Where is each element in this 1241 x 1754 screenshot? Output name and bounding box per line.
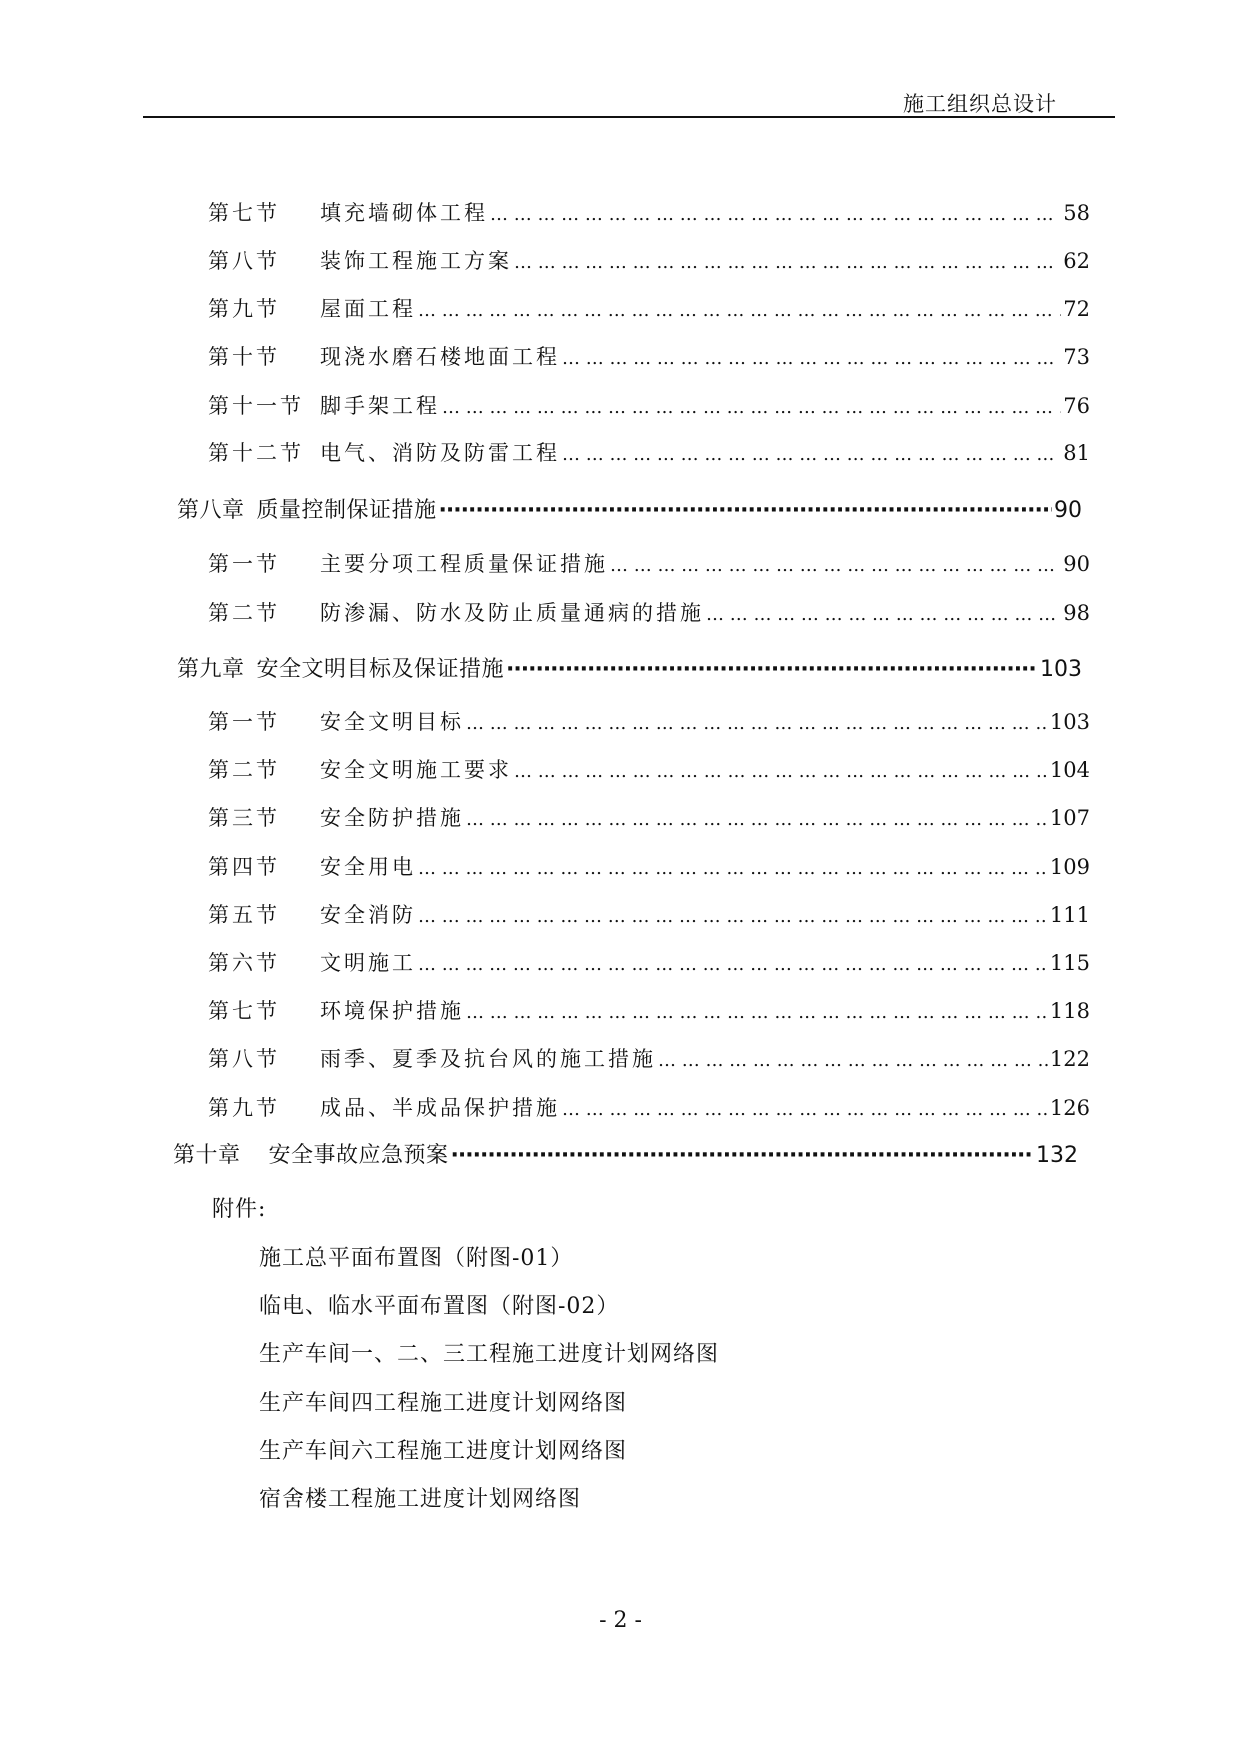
toc-entry-number: 第一节 [208,552,280,576]
toc-chapter-page: 132 [1036,1143,1078,1168]
toc-leader-dots [562,441,1061,465]
toc-entry-number: 第六节 [208,951,280,975]
toc-entry-number: 第九节 [208,1096,280,1120]
toc-entry-page: 126 [1049,1096,1090,1120]
toc-entry[interactable] [208,341,1090,375]
toc-leader-dots [418,903,1048,927]
toc-entry[interactable] [208,802,1090,836]
toc-leader-dots [562,1096,1048,1120]
toc-entry-title: 雨季、夏季及抗台风的施工措施 [320,1047,656,1071]
toc-entry[interactable] [208,899,1090,933]
toc-leader-dots [418,297,1061,321]
toc-entry-page: 76 [1063,394,1090,418]
attachment-item[interactable]: 生产车间四工程施工进度计划网络图 [259,1391,628,1416]
toc-entry-page: 107 [1049,806,1090,830]
toc-entry-number: 第十节 [208,345,280,369]
toc-entry[interactable] [208,597,1090,631]
toc-entry-title: 电气、消防及防雷工程 [320,441,560,465]
toc-entry[interactable] [208,245,1090,279]
toc-entry-page: 115 [1049,951,1090,975]
toc-leader-dots [610,552,1061,576]
toc-entry[interactable] [208,754,1090,788]
toc-entry-number: 第八节 [208,249,280,273]
toc-entry[interactable] [208,995,1090,1029]
attachment-item[interactable]: 生产车间一、二、三工程施工进度计划网络图 [259,1342,720,1367]
toc-entry[interactable] [208,293,1090,327]
toc-entry-page: 111 [1049,903,1090,927]
toc-entry-page: 73 [1063,345,1090,369]
toc-entry[interactable] [208,548,1090,582]
attachment-item[interactable]: 宿舍楼工程施工进度计划网络图 [259,1487,582,1512]
toc-chapter-title: 安全文明目标及保证措施 [256,657,505,682]
toc-chapter[interactable] [177,652,1082,686]
toc-chapter[interactable] [173,1138,1078,1172]
attachment-item[interactable]: 临电、临水平面布置图（附图-02） [259,1294,620,1319]
toc-entry[interactable] [208,437,1090,471]
toc-entry-page: 122 [1049,1047,1090,1071]
toc-entry-title: 安全消防 [320,903,416,927]
toc-entry-title: 装饰工程施工方案 [320,249,512,273]
page-number: - 2 - [599,1608,642,1633]
toc-entry-number: 第二节 [208,758,280,782]
toc-entry-title: 现浇水磨石楼地面工程 [320,345,560,369]
toc-leader-dots [466,710,1048,734]
toc-entry-number: 第七节 [208,999,280,1023]
toc-entry[interactable] [208,706,1090,740]
toc-entry-title: 成品、半成品保护措施 [320,1096,560,1120]
toc-entry-title: 安全用电 [320,855,416,879]
toc-chapter-number: 第九章 [177,657,245,682]
toc-leader-dots [466,999,1048,1023]
toc-chapter-number: 第八章 [177,498,245,523]
toc-leader-dots [514,758,1048,782]
attachments-label: 附件: [212,1197,267,1222]
toc-leader-dots [658,1047,1048,1071]
toc-entry-number: 第一节 [208,710,280,734]
toc-chapter-number: 第十章 [173,1143,241,1168]
toc-entry-number: 第三节 [208,806,280,830]
toc-entry-title: 屋面工程 [320,297,416,321]
toc-entry[interactable] [208,197,1090,231]
toc-entry-page: 72 [1063,297,1090,321]
toc-chapter-page: 103 [1040,657,1082,682]
toc-entry-page: 90 [1063,552,1090,576]
toc-leader-dots [439,498,1052,523]
toc-chapter[interactable] [177,493,1082,527]
toc-entry[interactable] [208,1043,1090,1077]
toc-entry-page: 62 [1063,249,1090,273]
toc-chapter-title: 安全事故应急预案 [268,1143,449,1168]
toc-leader-dots [706,601,1061,625]
toc-entry-title: 安全文明目标 [320,710,464,734]
toc-leader-dots [418,855,1048,879]
toc-entry-title: 安全文明施工要求 [320,758,512,782]
toc-leader-dots [490,201,1061,225]
toc-entry-title: 脚手架工程 [320,394,440,418]
attachment-item[interactable]: 施工总平面布置图（附图-01） [259,1246,574,1271]
toc-leader-dots [418,951,1048,975]
toc-entry-page: 98 [1063,601,1090,625]
toc-entry-title: 安全防护措施 [320,806,464,830]
toc-entry-title: 主要分项工程质量保证措施 [320,552,608,576]
toc-entry-title: 防渗漏、防水及防止质量通病的措施 [320,601,704,625]
toc-entry[interactable] [208,390,1090,424]
toc-entry-number: 第五节 [208,903,280,927]
toc-leader-dots [466,806,1048,830]
toc-entry-page: 104 [1049,758,1090,782]
toc-entry-title: 环境保护措施 [320,999,464,1023]
toc-entry[interactable] [208,947,1090,981]
toc-leader-dots [562,345,1061,369]
toc-entry-number: 第七节 [208,201,280,225]
toc-entry-page: 118 [1049,999,1090,1023]
toc-entry-page: 109 [1049,855,1090,879]
toc-entry-number: 第八节 [208,1047,280,1071]
toc-entry-title: 填充墙砌体工程 [320,201,488,225]
toc-chapter-title: 质量控制保证措施 [256,498,437,523]
toc-entry[interactable] [208,1092,1090,1126]
toc-entry-page: 81 [1063,441,1090,465]
toc-entry-page: 103 [1049,710,1090,734]
toc-entry-title: 文明施工 [320,951,416,975]
toc-entry[interactable] [208,851,1090,885]
toc-entry-number: 第九节 [208,297,280,321]
toc-entry-number: 第四节 [208,855,280,879]
toc-leader-dots [506,657,1038,682]
toc-leader-dots [451,1143,1034,1168]
toc-entry-page: 58 [1063,201,1090,225]
toc-entry-number: 第十一节 [208,394,304,418]
toc-chapter-page: 90 [1054,498,1082,523]
attachment-item[interactable]: 生产车间六工程施工进度计划网络图 [259,1439,628,1464]
toc-entry-number: 第十二节 [208,441,304,465]
toc-entry-number: 第二节 [208,601,280,625]
toc-leader-dots [442,394,1061,418]
toc-leader-dots [514,249,1061,273]
header-title: 施工组织总设计 [903,92,1057,116]
